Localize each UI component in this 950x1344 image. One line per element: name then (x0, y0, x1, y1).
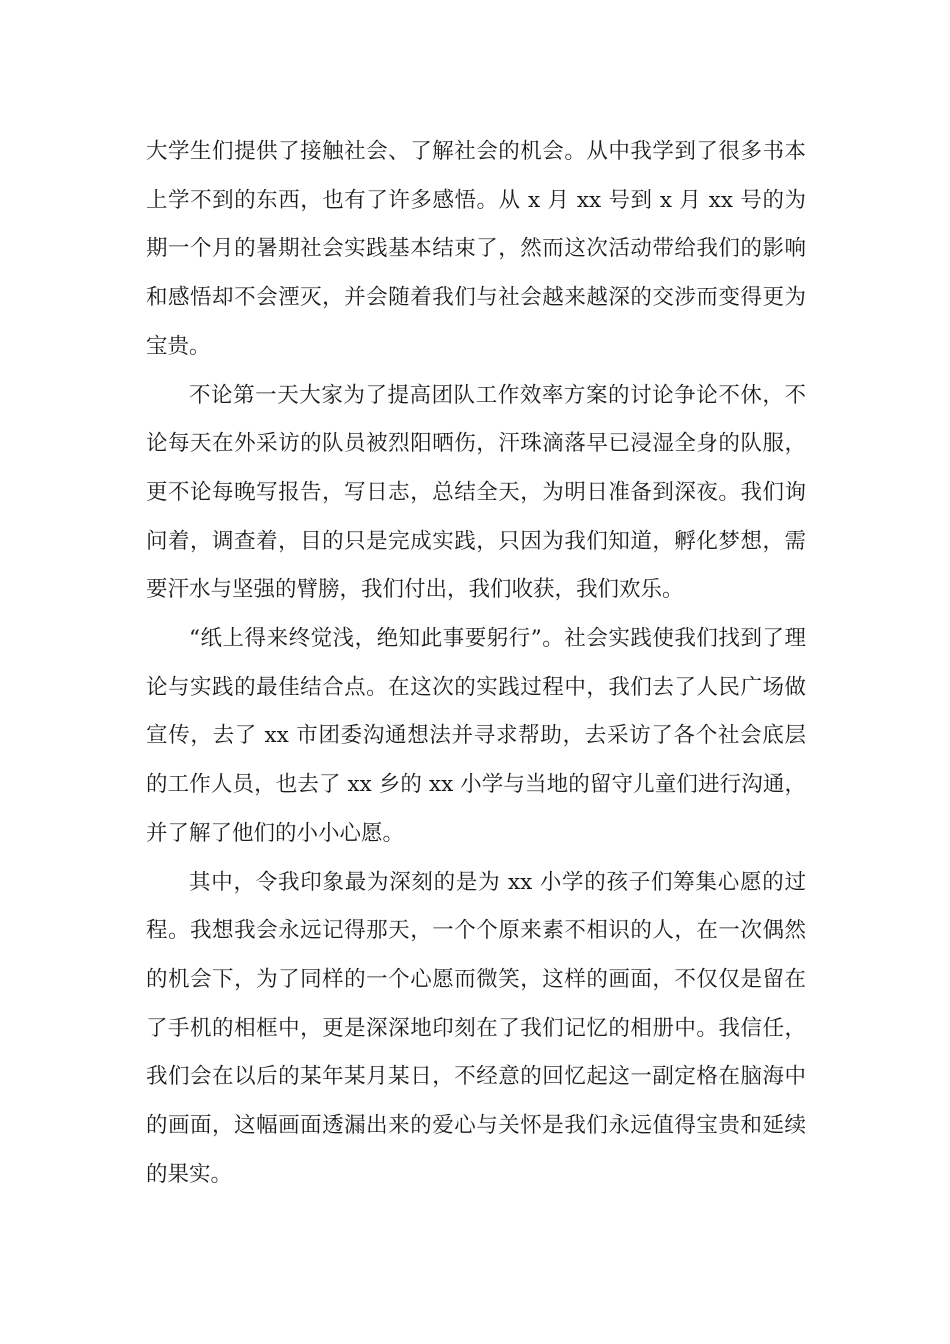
paragraph-3: “纸上得来终觉浅，绝知此事要躬行”。社会实践使我们找到了理论与实践的最佳结合点。在这次的实践过程中，我们去了人民广场做宣传，去了 xx 市团委沟通想法并寻求帮助，去采访了各个社会底层的工作人员，也去了 xx 乡的 xx 小学与当地的留守儿童们进行沟通，并了解了他们的小小心愿。 (146, 626, 806, 846)
paragraph-4: 其中，令我印象最为深刻的是为 xx 小学的孩子们筹集心愿的过程。我想我会永远记得那天，一个个原来素不相识的人，在一次偶然的机会下，为了同样的一个心愿而微笑，这样的画面，不仅仅是留在了手机的相框中，更是深深地印刻在了我们记忆的相册中。我信任，我们会在以后的某年某月某日，不经意的回忆起这一副定格在脑海中的画面，这幅画面透漏出来的爱心与关怀是我们永远值得宝贵和延续的果实。 (146, 869, 806, 1187)
paragraph-2: 不论第一天大家为了提高团队工作效率方案的讨论争论不休，不论每天在外采访的队员被烈阳晒伤，汗珠滴落早已浸湿全身的队服，更不论每晚写报告，写日志，总结全天，为明日准备到深夜。我们询问着，调查着，目的只是完成实践，只因为我们知道，孵化梦想，需要汗水与坚强的臂膀，我们付出，我们收获，我们欢乐。 (146, 382, 806, 603)
paragraph-1: 大学生们提供了接触社会、了解社会的机会。从中我学到了很多书本上学不到的东西，也有了许多感悟。从 x 月 xx 号到 x 月 xx 号的为期一个月的暑期社会实践基本结束了，然而这次活动带给我们的影响和感悟却不会湮灭，并会随着我们与社会越来越深的交涉而变得更为宝贵。 (146, 139, 806, 359)
body-text (146, 128, 806, 1199)
